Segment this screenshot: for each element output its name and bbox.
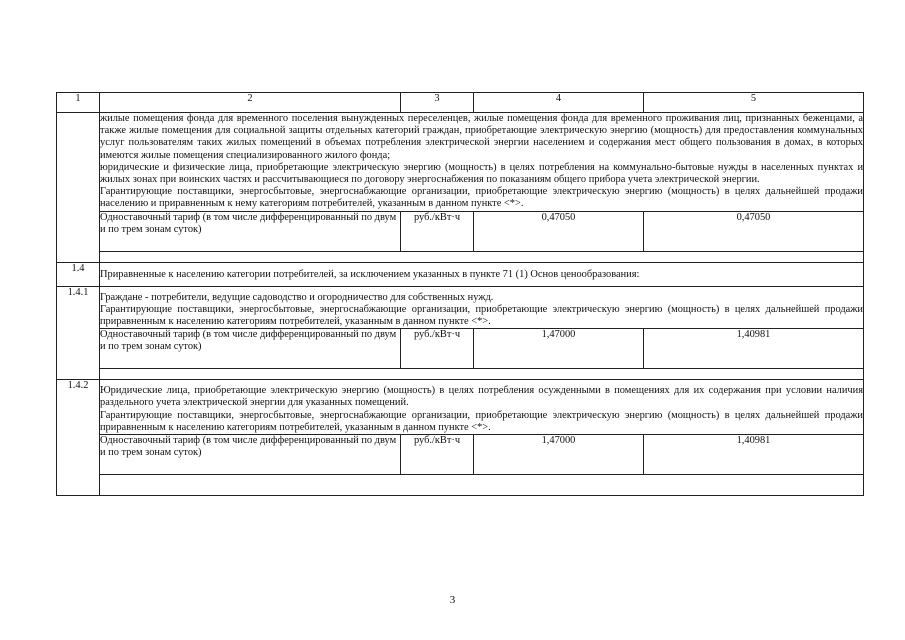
tariff-value-col4: 1,47000 bbox=[474, 329, 644, 369]
header-col-2: 2 bbox=[100, 93, 401, 113]
tariff-value-col5: 1,40981 bbox=[644, 329, 864, 369]
tariff-table bbox=[56, 92, 864, 496]
row-1-4-number: 1.4 bbox=[57, 262, 100, 286]
block-a-line-2: юридические и физические лица, приобретающие электрическую энергию (мощность) в целях потребления на коммунально-бытовые нужды в населенных пунктах и жилых зонах при воинских частях и рассчитывающиеся по договору энергоснабжения по показаниям общего прибора учета электрической энергии. bbox=[100, 161, 863, 186]
tariff-name: Одноставочный тариф (в том числе дифференцированный по двум и по трем зонам суток) bbox=[100, 329, 401, 369]
header-col-3: 3 bbox=[401, 93, 474, 113]
row-1-4-1-line-1: Граждане - потребители, ведущие садоводство и огородничество для собственных нужд. bbox=[100, 291, 494, 303]
row-1-4-2-line-2: Гарантирующие поставщики, энергосбытовые, энергоснабжающие организации, приобретающие электрическую энергию (мощность) в целях дальнейшей продажи приравненным к населению категориям потребителей, указанным в данном пункте <*>. bbox=[100, 409, 863, 433]
page-number: 3 bbox=[449, 594, 456, 606]
tariff-value-col4: 1,47000 bbox=[474, 435, 644, 475]
block-a-line-1: жилые помещения фонда для временного поселения вынужденных переселенцев, жилые помещения фонда для временного проживания лиц, признанных беженцами, а также жилые помещения для социальной защиты отдельных категорий граждан, приобретающие электрическую энергию (мощность) для предоставления коммунальных услуг пользователям таких жилых помещений в объемах потребления электрической энергии населением и содержания мест общего пользования в домах, в которых имеются жилые помещения специализированного жилого фонда; bbox=[100, 113, 863, 161]
spacer-row bbox=[57, 251, 864, 262]
block-a-number-cell bbox=[57, 113, 100, 263]
row-1-4-2-description bbox=[100, 380, 864, 435]
tariff-name: Одноставочный тариф (в том числе дифференцированный по двум и по трем зонам суток) bbox=[100, 211, 401, 251]
spacer-row bbox=[57, 369, 864, 380]
row-1-4-1-description-row bbox=[57, 286, 864, 329]
block-a-line-3: Гарантирующие поставщики, энергосбытовые, энергоснабжающие организации, приобретающие электрическую энергию (мощность) в целях дальнейшей продажи населению и приравненным к нему категориям потребителей, указанным в данном пункте <*>. bbox=[100, 186, 863, 210]
tariff-unit: руб./кВт·ч bbox=[401, 329, 474, 369]
row-1-4-2-line-1: Юридические лица, приобретающие электрическую энергию (мощность) в целях потребления осужденными в помещениях для их содержания при условии наличия раздельного учета электрической энергии для указанных помещений. bbox=[100, 385, 863, 409]
header-row bbox=[57, 93, 864, 113]
header-col-1: 1 bbox=[57, 93, 100, 113]
header-col-5: 5 bbox=[644, 93, 864, 113]
row-1-4-1-description bbox=[100, 286, 864, 329]
tariff-unit: руб./кВт·ч bbox=[401, 211, 474, 251]
block-a-description bbox=[100, 113, 864, 212]
row-1-4-1-tariff-row bbox=[57, 329, 864, 369]
row-1-4-2-number: 1.4.2 bbox=[57, 380, 100, 496]
tariff-value-col5: 1,40981 bbox=[644, 435, 864, 475]
header-col-4: 4 bbox=[474, 93, 644, 113]
tariff-name: Одноставочный тариф (в том числе дифференцированный по двум и по трем зонам суток) bbox=[100, 435, 401, 475]
tariff-value-col5: 0,47050 bbox=[644, 211, 864, 251]
row-1-4-text: Приравненные к населению категории потребителей, за исключением указанных в пункте 71 (1) Основ ценообразования: bbox=[100, 262, 864, 286]
tariff-unit: руб./кВт·ч bbox=[401, 435, 474, 475]
block-a-tariff-row bbox=[57, 211, 864, 251]
row-1-4 bbox=[57, 262, 864, 286]
row-1-4-2-description-row bbox=[57, 380, 864, 435]
block-a-description-row bbox=[57, 113, 864, 212]
row-1-4-1-number: 1.4.1 bbox=[57, 286, 100, 380]
row-1-4-2-tariff-row bbox=[57, 435, 864, 475]
row-1-4-1-line-2: Гарантирующие поставщики, энергосбытовые, энергоснабжающие организации, приобретающие электрическую энергию (мощность) в целях дальнейшей продажи приравненным к населению категориям потребителей, указанным в данном пункте <*>. bbox=[100, 303, 863, 328]
spacer-row bbox=[57, 475, 864, 496]
tariff-value-col4: 0,47050 bbox=[474, 211, 644, 251]
